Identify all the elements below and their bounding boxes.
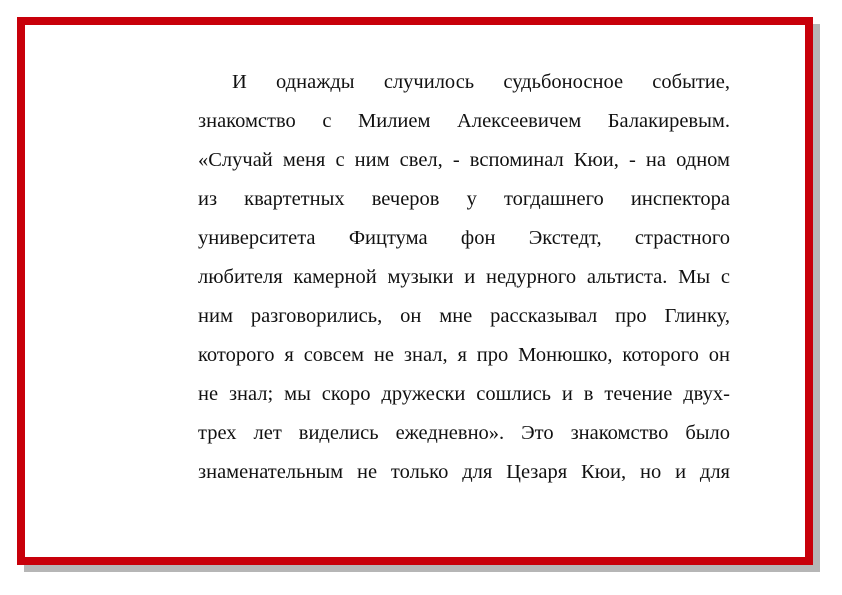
text-line-6: любителя камерной музыки и недурного альтиста. Мы с (198, 266, 730, 288)
text-line-8: которого я совсем не знал, я про Монюшко, которого он (198, 344, 730, 366)
text-line-4: из квартетных вечеров у тогдашнего инспектора (198, 188, 730, 210)
text-line-3: «Случай меня с ним свел, - вспоминал Кюи, - на одном (198, 149, 730, 171)
text-line-7: ним разговорились, он мне рассказывал про Глинку, (198, 305, 730, 327)
text-line-10: трех лет виделись ежедневно». Это знакомство было (198, 422, 730, 444)
text-line-9: не знал; мы скоро дружески сошлись и в течение двух- (198, 383, 730, 405)
text-line-1: И однажды случилось судьбоносное событие, (232, 71, 730, 93)
text-line-2: знакомство с Милием Алексеевичем Балакиревым. (198, 110, 730, 132)
text-paragraph (198, 63, 730, 492)
text-line-11: знаменательным не только для Цезаря Кюи, но и для (198, 461, 730, 483)
text-line-5: университета Фицтума фон Экстедт, страстного (198, 227, 730, 249)
slide-frame (17, 17, 813, 565)
